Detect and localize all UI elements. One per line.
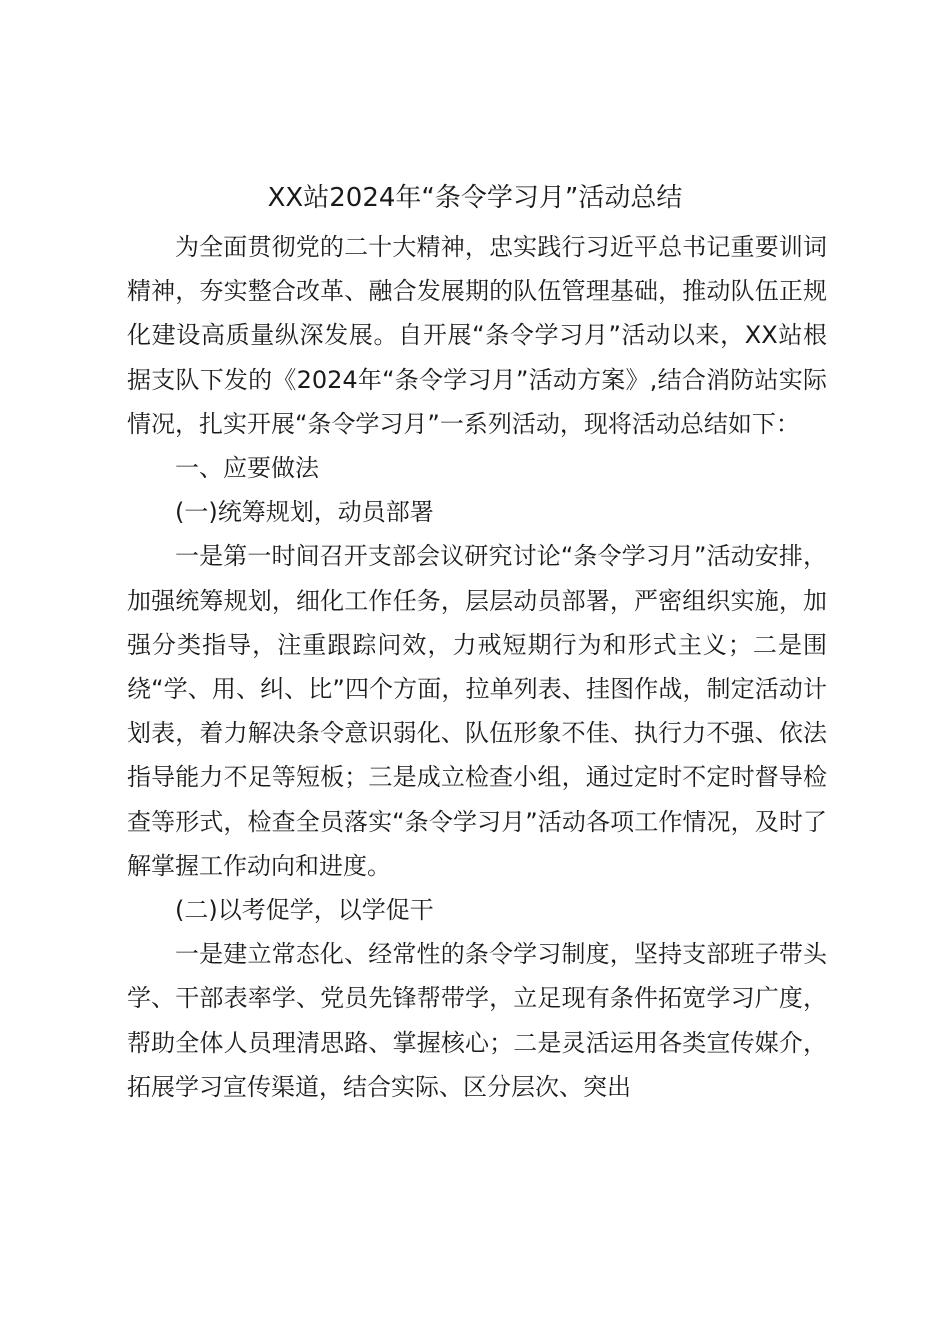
subsection-heading-1: (一)统筹规划，动员部署 bbox=[175, 498, 434, 527]
document-body bbox=[127, 225, 827, 1109]
intro-paragraph: 为全面贯彻党的二十大精神，忠实践行习近平总书记重要训词精神，夯实整合改革、融合发展期的队伍管理基础，推动队伍正规化建设高质量纵深发展。自开展“条令学习月”活动以来，XX站根据支队下发的《2024年“条令学习月”活动方案》,结合消防站实际情况，扎实开展“条令学习月”一系列活动，现将活动总结如下： bbox=[127, 233, 827, 438]
subsection-body-1: 一是第一时间召开支部会议研究讨论“条令学习月”活动安排，加强统筹规划，细化工作任务，层层动员部署，严密组织实施，加强分类指导，注重跟踪问效，力戒短期行为和形式主义；二是围绕“学、用、纠、比”四个方面，拉单列表、挂图作战，制定活动计划表，着力解决条令意识弱化、队伍形象不佳、执行力不强、依法指导能力不足等短板；三是成立检查小组，通过定时不定时督导检查等形式，检查全员落实“条令学习月”活动各项工作情况，及时了解掌握工作动向和进度。 bbox=[127, 542, 827, 880]
subsection-body-2: 一是建立常态化、经常性的条令学习制度，坚持支部班子带头学、干部表率学、党员先锋帮带学，立足现有条件拓宽学习广度，帮助全体人员理清思路、掌握核心；二是灵活运用各类宣传媒介，拓展学习宣传渠道，结合实际、区分层次、突出 bbox=[127, 940, 827, 1101]
section-heading-1: 一、应要做法 bbox=[175, 454, 319, 483]
subsection-heading-2: (二)以考促学，以学促干 bbox=[175, 896, 434, 925]
document-title: XX站2024年“条令学习月”活动总结 bbox=[267, 183, 683, 213]
